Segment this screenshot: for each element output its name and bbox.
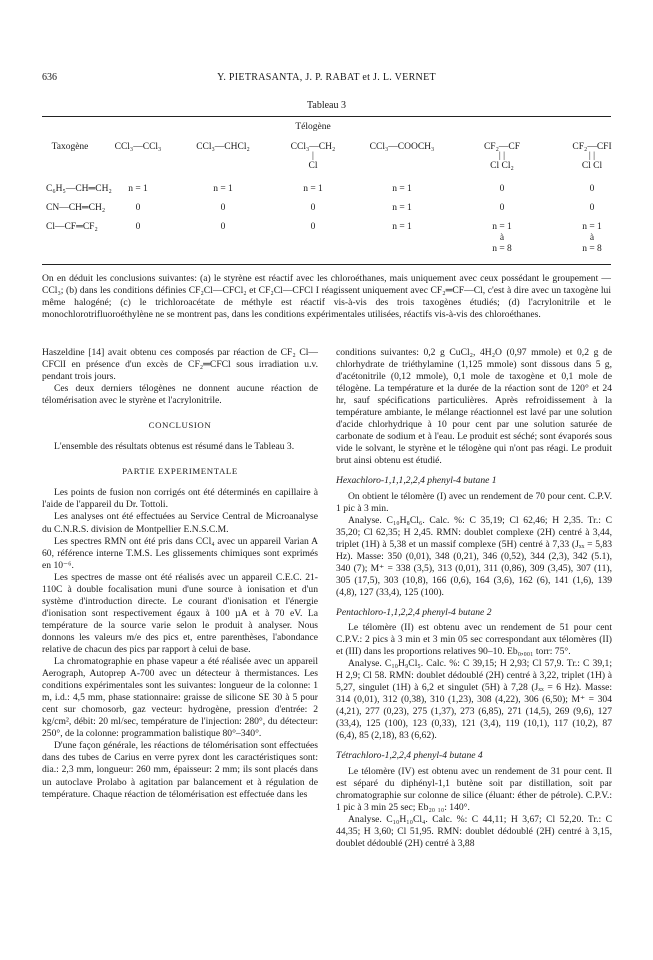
analysis-paragraph: Analyse. C₁₀H₁₀Cl₄. Calc. %: C 44,11; H 3,67; Cl 52,20. Tr.: C 44,35; H 3,60; Cl 51,95. RMN: doublet dédoublé (2H) centré à 3,15, doublet dédoublé (2H) centré à 3,88 bbox=[336, 813, 612, 849]
compound-heading-1: Hexachloro-1,1,1,2,2,4 phenyl-4 butane 1 bbox=[336, 475, 497, 487]
telogene-label: Télogène bbox=[295, 122, 331, 132]
analysis-paragraph: Analyse. C₁₀H₉Cl₅. Calc. %: C 39,15; H 2,93; Cl 57,9. Tr.: C 39,1; H 2,9; Cl 58. RMN: doublet dédoublé (2H) centré à 3,22, triplet (1H) à 5,27, singulet (1H) à 6,2 et singulet (5H) à 7,28 (Jₓₓ = 6 Hz). Masse: 314 (0,01), 312 (0,38), 310 (1,23), 308 (4,22), 306 (6,50); M⁺ = 304 (4,21), 277 (0,23), 275 (1,37), 273 (6,85), 271 (14,5), 269 (9,6), 127 (33,4), 125 (100), 123 (0,33), 121 (3,4), 119 (10,1), 117 (10,2), 87 (6,4), 85 (2,18), 83 (6,62). bbox=[336, 658, 612, 742]
taxogene-name: CN—CH═CH₂ bbox=[46, 203, 106, 213]
compound-heading-4: Tétrachloro-1,2,2,4 phenyl-4 butane 4 bbox=[336, 750, 483, 762]
column-header: CCl₃—CH₂ bbox=[290, 142, 336, 152]
table-cell: n = 1 bbox=[303, 184, 323, 194]
running-authors: Y. PIETRASANTA, J. P. RABAT et J. L. VERNET bbox=[217, 72, 436, 83]
paragraph: Ces deux derniers télogènes ne donnent aucune réaction de télomérisation avec le styrène et l'acrylonitrile. bbox=[42, 383, 318, 407]
paragraph: Les points de fusion non corrigés ont été déterminés en capillaire à l'aide de l'appareil du Dr. Tottoli. bbox=[42, 487, 318, 511]
table-top-rule bbox=[42, 116, 611, 117]
column-header: CCl₃—COOCH₃ bbox=[369, 142, 435, 152]
taxogene-name: Cl—CF═CF₂ bbox=[46, 222, 98, 232]
table-cell: n = 8 bbox=[582, 244, 602, 254]
analysis-paragraph: Analyse. C₁₀H₈Cl₆. Calc. %: C 35,19; Cl 62,46; H 2,35. Tr.: C 35,20; Cl 62,35; H 2,45. RMN: doublet complexe (2H) centré à 3,44, triplet (1H) à 5,38 et un massif complexe (5H) centré à 7,33 (Jₓₓ = 5,83 Hz). Masse: 350 (0,01), 348 (0,21), 346 (0,52), 344 (2,3), 342 (5.1), 340 (7); M⁺ = 338 (3,5), 313 (0,01), 311 (0,86), 309 (3,45), 307 (11), 305 (17,5), 303 (10,8), 166 (0,6), 164 (3,6), 162 (6), 141 (1,6), 139 (4,8), 127 (33,4), 125 (100). bbox=[336, 514, 612, 598]
column-header-sub: Cl Cl bbox=[581, 161, 603, 171]
column-header-sub: Cl Cl₂ bbox=[490, 161, 514, 171]
table-cell: n = 1 bbox=[213, 184, 233, 194]
table-cell: 0 bbox=[589, 203, 595, 213]
table-cell: n = 8 bbox=[492, 244, 512, 254]
paragraph: On obtient le télomère (I) avec un rendement de 70 pour cent. C.P.V. 1 pic à 3 min. bbox=[336, 490, 612, 514]
table-cell: n = 1 bbox=[492, 222, 512, 232]
taxogene-name: C₆H₅—CH═CH₂ bbox=[46, 184, 112, 194]
table-cell: n = 1 bbox=[128, 184, 148, 194]
table-cell: 0 bbox=[220, 203, 226, 213]
table-cell: n = 1 bbox=[392, 222, 412, 232]
paragraph: D'une façon générale, les réactions de télomérisation sont effectuées dans des tubes de Carius en verre pyrex dont les caractéristiques sont: dia.: 2,3 mm, longueur: 260 mm, épaisseur: 2 mm; ils sont placés dans un autoclave Prolabo à agitation par balancement et à régulation de température. Chaque réaction de télomérisation est effectuée dans les bbox=[42, 740, 318, 800]
page-number: 636 bbox=[42, 72, 57, 83]
table-cell: n = 1 bbox=[392, 184, 412, 194]
section-heading-partie-experimentale: PARTIE EXPERIMENTALE bbox=[122, 466, 238, 477]
left-column bbox=[42, 347, 318, 801]
taxogene-label: Taxogène bbox=[51, 142, 89, 152]
column-header: CCl₃—CHCl₂ bbox=[196, 142, 250, 152]
paragraph: Les spectres RMN ont été pris dans CCl₄ avec un appareil Varian A 60, référence interne T.M.S. Les glissements chimiques sont exprimés en 10⁻⁶. bbox=[42, 535, 318, 571]
column-header-bond: | | bbox=[588, 151, 596, 161]
paragraph: Le télomère (II) est obtenu avec un rendement de 51 pour cent C.P.V.: 2 pics à 3 min et 3 min 05 sec correspondant aux télomères (II) et (III) dans les proportions relatives 90–10. Eb₀,₀₀₁ torr: 75°. bbox=[336, 621, 612, 658]
paragraph: Haszeldine [14] avait obtenu ces composés par réaction de CF₂ Cl—CFClI en présence d'un excès de CF₂═CFCl sous irradiation u.v. pendant trois jours. bbox=[42, 347, 318, 383]
table-cell: 0 bbox=[135, 203, 141, 213]
column-header: CF₂—CFI bbox=[572, 142, 612, 152]
table-cell: n = 1 bbox=[392, 203, 412, 213]
table-cell: 0 bbox=[310, 222, 316, 232]
table-cell: 0 bbox=[135, 222, 141, 232]
table-cell: n = 1 bbox=[582, 222, 602, 232]
table-cell: 0 bbox=[589, 184, 595, 194]
right-column bbox=[336, 347, 612, 850]
compound-heading-2: Pentachloro-1,1,2,2,4 phenyl-4 butane 2 bbox=[336, 606, 492, 618]
paragraph: L'ensemble des résultats obtenus est résumé dans le Tableau 3. bbox=[54, 441, 295, 453]
table-cell: 0 bbox=[310, 203, 316, 213]
paragraph: Les analyses ont été effectuées au Service Central de Microanalyse du C.N.R.S. division de Montpellier E.N.S.C.M. bbox=[42, 511, 318, 535]
table-bottom-rule bbox=[42, 264, 611, 265]
paragraph: conditions suivantes: 0,2 g CuCl₂, 4H₂O (0,97 mmole) et 0,2 g de chlorhydrate de triéthylamine (1,125 mmole) sont dissous dans 5 g, d'acétonitrile (0,12 mmole), 0,1 mole de taxogène et 0,1 mole de télogène. La température et la durée de la réaction sont de 120° et 24 hr, sauf spécifications particulières. Après refroidissement à la température ambiante, le mélange réactionnel est lavé par une solution d'acide chlorhydrique à 10 pour cent par une solution saturée de carbonate de sodium et à l'eau. Le produit est séché; sont évaporés sous vide le solvant, le styrène et le télogène qui n'ont pas réagi. Le produit brut ainsi obtenu est étudié. bbox=[336, 347, 612, 467]
column-header: CF₂—CF bbox=[483, 142, 521, 152]
table-cell: 0 bbox=[220, 222, 226, 232]
table-caption: Tableau 3 bbox=[306, 100, 346, 111]
column-header-bond: | bbox=[312, 151, 314, 161]
section-heading-conclusion: CONCLUSION bbox=[148, 420, 212, 431]
paragraph: La chromatographie en phase vapeur a été réalisée avec un appareil Aerograph, Autoprep A-700 avec un détecteur à thermistances. Les conditions expérimentales sont les suivantes: longueur de la colonne: 1 m, i.d.: 4,5 mm, phase stationnaire: graisse de silicone SE 30 à 5 pour cent sur chomosorb, gaz vecteur: hydrogène, pression d'entrée: 2 kg/cm², débit: 20 ml/sec, température de l'injection: 280°, du détecteur: 250°, de la colonne: programmation balistique 80°–340°. bbox=[42, 656, 318, 740]
column-header: CCl₃—CCl₃ bbox=[114, 142, 162, 152]
paragraph: Le télomère (IV) est obtenu avec un rendement de 31 pour cent. Il est séparé du diphényl-1,1 butène soit par distillation, soit par chromatographie sur colonne de silice (éluant: éther de pétrole). C.P.V.: 1 pic à 3 min 25 sec; Eb₂₀ ₁₀: 140°. bbox=[336, 765, 612, 813]
table-note: On en déduit les conclusions suivantes: (a) le styrène est réactif avec les chloroéthanes, mais uniquement avec ceux possédant le groupement —CCl₃; (b) dans les conditions définies CF₂Cl—CFCl₂ et CF₂Cl—CFCl I réagissent uniquement avec CF₂═CF—Cl, c'est à dire avec un taxogène lui même halogéné; (c) le trichloroacétate de méthyle est réactif vis-à-vis des trois taxogènes étudiés; (d) l'acrylonitrile et le monochlorotrifluoroéthylène ne se montrent pas, dans les conditions expérimentales utilisées, réactifs vis-à-vis des chloroéthanes. bbox=[42, 273, 611, 320]
column-header-bond: | | bbox=[498, 151, 506, 161]
table-cell: 0 bbox=[499, 203, 505, 213]
table-cell: à bbox=[589, 233, 595, 243]
column-header-sub: Cl bbox=[308, 161, 318, 171]
table-cell: à bbox=[499, 233, 505, 243]
table-cell: 0 bbox=[499, 184, 505, 194]
paragraph: Les spectres de masse ont été réalisés avec un appareil C.E.C. 21-110C à double focalisation muni d'une source à ionisation et d'un système d'introduction directe. Le courant d'ionisation et l'énergie d'ionisation sont respectivement égaux à 100 µA et à 70 eV. La température de la source varie selon le produit à analyser. Nous donnons les valeurs m/e des pics et, entre parenthèses, l'abondance relative de chacun des pics par rapport à celui de base. bbox=[42, 571, 318, 655]
running-header bbox=[42, 72, 611, 86]
